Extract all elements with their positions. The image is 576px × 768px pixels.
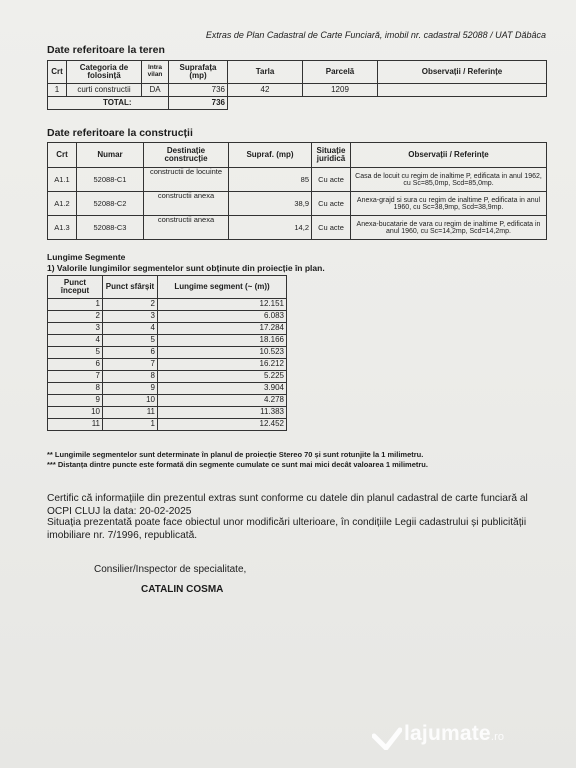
teren-col-observatii: Observații / Referințe	[378, 61, 547, 84]
constructii-header-row	[48, 143, 547, 168]
constructii-cell-crt: A1.2	[48, 192, 77, 216]
teren-col-tarla: Tarla	[228, 61, 303, 84]
segment-row	[48, 311, 287, 323]
certificare-paragraph-1: Certific că informațiile din prezentul extras sunt conforme cu datele din planul cadastral de carte funciară al OCPI CLUJ la data: 20-02-2025	[47, 493, 528, 517]
certificare-paragraph-2: Situația prezentată poate face obiectul unor modificări ulterioare, în condițiile Legii cadastrului și publicității imobiliare nr. 7/1996, republicată.	[47, 517, 527, 541]
lajumate-watermark	[404, 722, 504, 746]
segment-cell-inceput: 6	[48, 359, 103, 371]
segment-row	[48, 395, 287, 407]
teren-col-crt: Crt	[48, 61, 67, 84]
teren-total-label: TOTAL:	[67, 97, 169, 110]
teren-cell-intravilan: DA	[142, 84, 169, 97]
segment-cell-sfarsit: 7	[103, 359, 158, 371]
constructii-cell-situatie: Cu acte	[312, 192, 351, 216]
segment-cell-lungime: 17.284	[158, 323, 287, 335]
segment-cell-inceput: 1	[48, 299, 103, 311]
constructii-section-title: Date referitoare la construcții	[47, 127, 193, 139]
segmente-title: Lungime Segmente	[47, 252, 126, 262]
constructii-col-observatii: Observații / Referințe	[351, 143, 547, 168]
segment-row	[48, 371, 287, 383]
segmente-col-lungime: Lungime segment (~ (m))	[158, 276, 287, 299]
segment-cell-lungime: 5.225	[158, 371, 287, 383]
segment-cell-sfarsit: 8	[103, 371, 158, 383]
segment-cell-sfarsit: 10	[103, 395, 158, 407]
teren-row	[48, 84, 547, 97]
teren-cell-observatii	[378, 84, 547, 97]
segment-cell-inceput: 11	[48, 419, 103, 431]
segment-cell-sfarsit: 5	[103, 335, 158, 347]
segment-cell-sfarsit: 2	[103, 299, 158, 311]
teren-section-title: Date referitoare la teren	[47, 44, 165, 56]
teren-cell-tarla: 42	[228, 84, 303, 97]
segment-cell-lungime: 16.212	[158, 359, 287, 371]
watermark-suffix: .ro	[490, 731, 505, 743]
lajumate-logo-icon	[372, 726, 402, 750]
segment-cell-sfarsit: 6	[103, 347, 158, 359]
segment-cell-sfarsit: 3	[103, 311, 158, 323]
constructii-cell-suprafata: 85	[229, 168, 312, 192]
segmente-note-1: ** Lungimile segmentelor sunt determinate în planul de proiecție Stereo 70 și sunt rotunjite la 1 milimetru.	[47, 450, 424, 459]
document-header: Extras de Plan Cadastral de Carte Funciară, imobil nr. cadastral 52088 / UAT Dăbâca	[205, 30, 546, 40]
teren-col-categoria: Categoria de folosință	[67, 61, 142, 84]
constructii-col-crt: Crt	[48, 143, 77, 168]
segment-cell-lungime: 12.151	[158, 299, 287, 311]
segment-cell-inceput: 2	[48, 311, 103, 323]
constructii-cell-numar: 52088-C2	[77, 192, 144, 216]
teren-total-row	[48, 97, 547, 110]
constructii-row	[48, 168, 547, 192]
constructii-col-numar: Numar	[77, 143, 144, 168]
teren-col-intravilan: Intra vilan	[142, 61, 169, 84]
segment-cell-lungime: 12.452	[158, 419, 287, 431]
constructii-cell-suprafata: 14,2	[229, 216, 312, 240]
segment-row	[48, 407, 287, 419]
segment-cell-lungime: 10.523	[158, 347, 287, 359]
constructii-cell-destinatie: constructii de locuinte	[144, 168, 229, 192]
constructii-cell-situatie: Cu acte	[312, 168, 351, 192]
constructii-table	[47, 142, 547, 240]
segment-cell-lungime: 18.166	[158, 335, 287, 347]
teren-cell-parcela: 1209	[303, 84, 378, 97]
segment-cell-inceput: 5	[48, 347, 103, 359]
segment-cell-sfarsit: 9	[103, 383, 158, 395]
teren-total-value: 736	[169, 97, 228, 110]
segmente-subtitle: 1) Valorile lungimilor segmentelor sunt obținute din proiecție în plan.	[47, 263, 325, 273]
segment-cell-lungime: 6.083	[158, 311, 287, 323]
segmente-body	[48, 299, 287, 431]
constructii-cell-observatii: Anexa-grajd si sura cu regim de inaltime P, edificata in anul 1960, cu Sc=38,9mp, Scd=38,9mp.	[351, 192, 547, 216]
constructii-cell-numar: 52088-C1	[77, 168, 144, 192]
segment-cell-sfarsit: 11	[103, 407, 158, 419]
segmente-col-sfarsit: Punct sfârșit	[103, 276, 158, 299]
teren-cell-suprafata: 736	[169, 84, 228, 97]
constructii-cell-crt: A1.1	[48, 168, 77, 192]
segment-row	[48, 419, 287, 431]
semnatura-nume: CATALIN COSMA	[141, 584, 224, 595]
teren-col-parcela: Parcelă	[303, 61, 378, 84]
constructii-cell-destinatie: constructii anexa	[144, 216, 229, 240]
constructii-cell-situatie: Cu acte	[312, 216, 351, 240]
segment-cell-inceput: 4	[48, 335, 103, 347]
constructii-col-suprafata: Supraf. (mp)	[229, 143, 312, 168]
constructii-col-destinatie: Destinație construcție	[144, 143, 229, 168]
segment-row	[48, 335, 287, 347]
constructii-cell-suprafata: 38,9	[229, 192, 312, 216]
segment-cell-inceput: 3	[48, 323, 103, 335]
segmente-table	[47, 275, 287, 431]
segment-row	[48, 383, 287, 395]
constructii-cell-numar: 52088-C3	[77, 216, 144, 240]
segmente-header-row	[48, 276, 287, 299]
teren-header-row	[48, 61, 547, 84]
constructii-col-situatie: Situație juridică	[312, 143, 351, 168]
constructii-cell-crt: A1.3	[48, 216, 77, 240]
segment-cell-lungime: 11.383	[158, 407, 287, 419]
semnatura-rol: Consilier/Inspector de specialitate,	[94, 564, 247, 575]
segmente-note-2: *** Distanța dintre puncte este formată din segmente cumulate ce sunt mai mici decât valoarea 1 milimetru.	[47, 460, 428, 469]
segment-cell-inceput: 9	[48, 395, 103, 407]
constructii-cell-observatii: Casa de locuit cu regim de inaltime P, edificata in anul 1962, cu Sc=85,0mp, Scd=85,0mp.	[351, 168, 547, 192]
segment-cell-inceput: 7	[48, 371, 103, 383]
segment-cell-sfarsit: 1	[103, 419, 158, 431]
segment-row	[48, 323, 287, 335]
teren-table	[47, 60, 547, 110]
constructii-row	[48, 216, 547, 240]
teren-col-suprafata: Suprafața (mp)	[169, 61, 228, 84]
segment-cell-lungime: 4.278	[158, 395, 287, 407]
segmente-col-inceput: Punct început	[48, 276, 103, 299]
segment-cell-sfarsit: 4	[103, 323, 158, 335]
segment-cell-lungime: 3.904	[158, 383, 287, 395]
segment-cell-inceput: 10	[48, 407, 103, 419]
teren-cell-categoria: curti constructii	[67, 84, 142, 97]
segment-cell-inceput: 8	[48, 383, 103, 395]
segment-row	[48, 347, 287, 359]
constructii-cell-destinatie: constructii anexa	[144, 192, 229, 216]
segment-row	[48, 359, 287, 371]
constructii-row	[48, 192, 547, 216]
constructii-cell-observatii: Anexa-bucatarie de vara cu regim de inaltime P, edificata in anul 1960, cu Sc=14,2mp, Scd=14,2mp.	[351, 216, 547, 240]
teren-cell-crt: 1	[48, 84, 67, 97]
watermark-brand: lajumate	[404, 722, 491, 745]
segment-row	[48, 299, 287, 311]
